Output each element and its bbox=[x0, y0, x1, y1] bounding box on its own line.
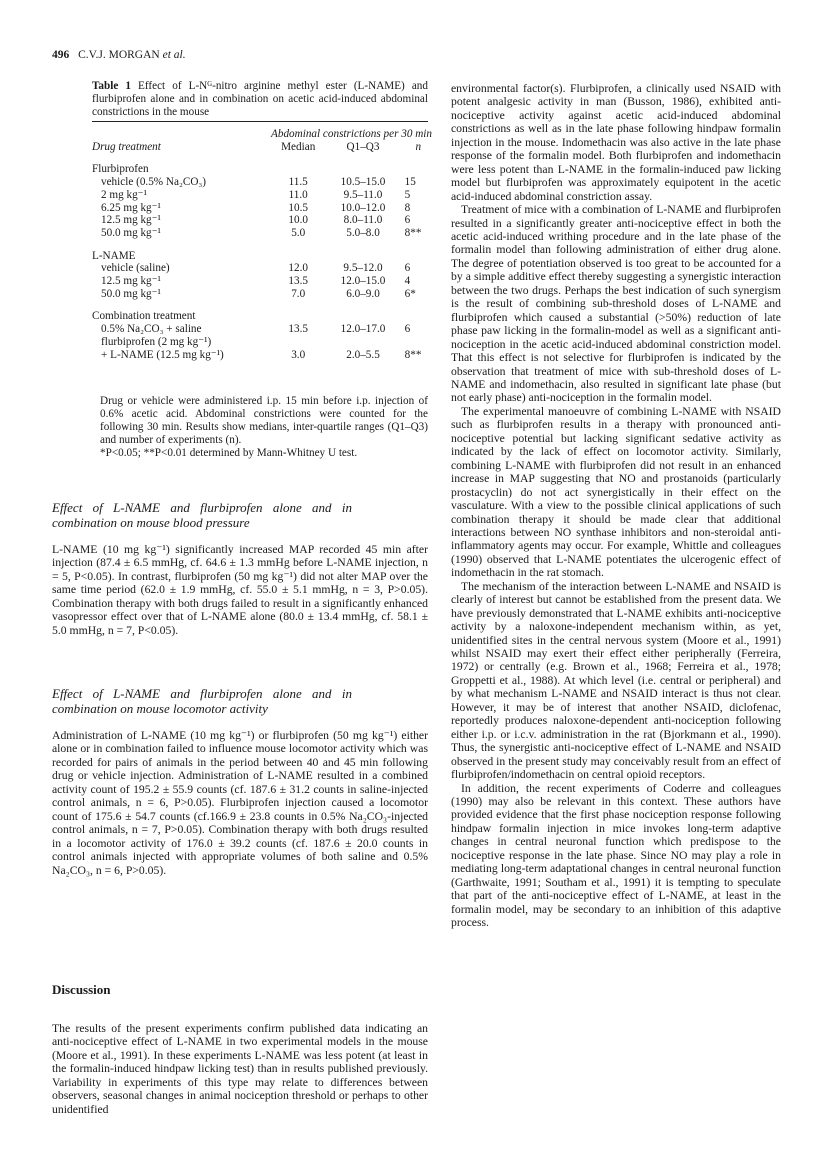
cell-n bbox=[401, 336, 432, 349]
cell-q1q3: 8.0–11.0 bbox=[343, 214, 383, 227]
table-caption bbox=[92, 80, 428, 119]
col-header-n: n bbox=[415, 140, 422, 153]
group-title: L-NAME bbox=[92, 249, 136, 262]
table-group-header-row bbox=[92, 128, 432, 141]
discussion-col-right bbox=[451, 82, 781, 930]
cell-q1q3: 2.0–5.5 bbox=[346, 348, 380, 361]
table-row bbox=[92, 323, 432, 336]
col-header-q1q3: Q1–Q3 bbox=[346, 140, 380, 153]
cell-treatment: 12.5 mg kg⁻¹ bbox=[101, 214, 161, 227]
section-locomotor bbox=[52, 686, 428, 877]
cell-median: 10.0 bbox=[288, 214, 308, 227]
table-footnote: Drug or vehicle were administered i.p. 15 min before i.p. injection of 0.6% acetic acid. Abdominal constrictions were counted for the following 30 min. Results show medians, inter-quartile ranges (Q1–Q3) and number of experiments (n). bbox=[100, 395, 428, 446]
table-notes bbox=[100, 395, 428, 460]
cell-q1q3: 10.0–12.0 bbox=[340, 201, 386, 214]
cell-treatment: 50.0 mg kg⁻¹ bbox=[101, 226, 161, 239]
cell-q1q3: 9.5–12.0 bbox=[343, 262, 383, 275]
cell-q1q3: 12.0–15.0 bbox=[340, 275, 386, 288]
cell-treatment: 6.25 mg kg⁻¹ bbox=[101, 201, 161, 214]
cell-treatment: 50.0 mg kg⁻¹ bbox=[101, 287, 161, 300]
cell-treatment: vehicle (saline) bbox=[101, 262, 170, 275]
results-table bbox=[92, 128, 432, 361]
cell-treatment: + L-NAME (12.5 mg kg⁻¹) bbox=[101, 348, 224, 361]
cell-n: 6 bbox=[404, 262, 411, 275]
authors: C.V.J. MORGAN bbox=[78, 49, 160, 61]
cell-n: 6 bbox=[404, 323, 411, 336]
authors-et-al: et al. bbox=[162, 49, 186, 61]
cell-median: 11.0 bbox=[288, 188, 308, 201]
cell-treatment: 0.5% Na₂CO₃ + saline bbox=[101, 323, 202, 336]
group-title: Combination treatment bbox=[92, 310, 196, 323]
col-header-median: Median bbox=[281, 140, 316, 153]
section-heading: Effect of L-NAME and flurbiprofen alone and in combination on mouse blood pressure bbox=[52, 500, 352, 530]
discussion-col-left bbox=[52, 1022, 428, 1130]
paragraph: environmental factor(s). Flurbiprofen, a clinically used NSAID with potent analgesic activity in man (Busson, 1986), exhibited anti-nociceptive activity against acetic acid-induced abdominal constrictions as well as in the late phase following hindpaw formalin injection in the mouse. Indomethacin was also active in the late phase response of the formalin model. Both flurbiprofen and indomethacin were less potent than L-NAME in the formalin-induced paw licking model but flurbiprofen was approximately equipotent in the acetic acid-induced abdominal constriction assay. bbox=[451, 82, 781, 203]
page-number: 496 bbox=[52, 49, 70, 61]
group-title: Flurbiprofen bbox=[92, 163, 149, 176]
cell-n: 6* bbox=[404, 287, 416, 300]
cell-median: 7.0 bbox=[291, 287, 306, 300]
cell-median bbox=[271, 336, 325, 349]
cell-median: 5.0 bbox=[291, 226, 306, 239]
cell-q1q3: 5.0–8.0 bbox=[346, 226, 380, 239]
table-row bbox=[92, 349, 432, 362]
table-group-row bbox=[92, 300, 432, 323]
cell-n: 8 bbox=[404, 201, 411, 214]
table-row bbox=[92, 262, 432, 275]
paragraph: L-NAME (10 mg kg⁻¹) significantly increased MAP recorded 45 min after injection (87.4 ± 6.5 mmHg, cf. 64.6 ± 1.3 mmHg before L-NAME injection, n = 5, P<0.05). In contrast, flurbiprofen (50 mg kg⁻¹) did not alter MAP over the same time period (62.0 ± 1.9 mmHg, cf. 55.0 ± 5.1 mmHg, n = 3, P>0.05). Combination therapy with both drugs failed to result in a significantly enhanced vasopressor effect over that of L-NAME alone (80.0 ± 13.4 mmHg, cf. 58.1 ± 5.0 mmHg, n = 7, P<0.05). bbox=[52, 543, 428, 637]
cell-n: 8** bbox=[404, 348, 422, 361]
paragraph: The experimental manoeuvre of combining L-NAME with NSAID such as flurbiprofen results in a therapy with pronounced anti-nociceptive potential but lacking significant sedative activity as indicated by the lack of effect on locomotor activity. Similarly, combining L-NAME with flurbiprofen did not result in an enhanced increase in MAP suggesting that NO and prostanoids (particularly prostacyclin) do not act synergistically in their effect on the vasculature. With a view to the possible clinical applications of such combination therapy it should be made clear that additional interactions between NO synthase inhibitors and non-steroidal anti-inflammatory agents may occur. For example, Whittle and colleagues (1990) observed that L-NAME potentiates the ulcerogenic effect of indomethacin in the rat stomach. bbox=[451, 404, 781, 580]
cell-median: 3.0 bbox=[291, 348, 306, 361]
section-blood-pressure bbox=[52, 500, 428, 637]
table-row bbox=[92, 202, 432, 215]
discussion-heading bbox=[52, 983, 428, 997]
table-significance: *P<0.05; **P<0.01 determined by Mann-Whitney U test. bbox=[100, 447, 358, 459]
cell-treatment: flurbiprofen (2 mg kg⁻¹) bbox=[101, 335, 212, 348]
table-row bbox=[92, 275, 432, 288]
table-row bbox=[92, 227, 432, 240]
cell-q1q3: 6.0–9.0 bbox=[346, 287, 380, 300]
cell-treatment: vehicle (0.5% Na₂CO₃) bbox=[101, 176, 207, 189]
table-row bbox=[92, 288, 432, 301]
cell-median: 13.5 bbox=[288, 275, 308, 288]
cell-n: 5 bbox=[404, 188, 411, 201]
cell-median: 13.5 bbox=[288, 323, 308, 336]
cell-q1q3: 9.5–11.0 bbox=[343, 188, 383, 201]
group-header: Abdominal constrictions per 30 min bbox=[271, 128, 432, 140]
paragraph: The results of the present experiments confirm published data indicating an anti-nociceptive effect of L-NAME in two experimental models in the mouse (Moore et al., 1991). In these experiments L-NAME was less potent (at least in the formalin-induced hindpaw licking test) than in results published previously. Variability in experiments of this type may relate to differences between observers, seasonal changes in animal nociception threshold or perhaps to other unidentified bbox=[52, 1022, 428, 1116]
table-row bbox=[92, 176, 432, 189]
paragraph: The mechanism of the interaction between L-NAME and NSAID is clearly of interest but cannot be established from the present data. We have previously demonstrated that L-NAME exhibits anti-nociceptive activity by a naloxone-independent mechanism within, as yet, unidentified sites in the central nervous system (Moore et al., 1991) whilst NSAID may exert their effect either peripherally (Ferreira, 1972) or centrally (e.g. Brown et al., 1968; Ferreira et al., 1978; Groppetti et al., 1988). At which level (i.e. central or peripheral) and by what mechanism L-NAME and NSAID interact is thus not clear. However, it may be of interest that another NSAID, diclofenac, reportedly produces naloxone-dependent anti-nociception following either i.p. or i.c.v. administration in the rat (Bjorkmann et al., 1990). Thus, the synergistic anti-nociceptive effect of L-NAME and NSAID observed in the present study may conceivably result from an effect of flurbiprofen/indomethacin on central opioid receptors. bbox=[451, 579, 781, 782]
cell-q1q3: 10.5–15.0 bbox=[340, 176, 386, 189]
cell-n: 15 bbox=[404, 176, 416, 189]
cell-median: 12.0 bbox=[288, 262, 308, 275]
cell-q1q3 bbox=[325, 336, 400, 349]
table-row bbox=[92, 336, 432, 349]
col-header-drug: Drug treatment bbox=[92, 140, 161, 153]
section-heading: Effect of L-NAME and flurbiprofen alone and in combination on mouse locomotor activity bbox=[52, 686, 352, 716]
table-group-row bbox=[92, 153, 432, 176]
cell-q1q3: 12.0–17.0 bbox=[340, 323, 386, 336]
section-heading: Discussion bbox=[52, 982, 111, 997]
table-header-row bbox=[92, 141, 432, 154]
cell-n: 6 bbox=[404, 214, 411, 227]
table-group-row bbox=[92, 240, 432, 263]
cell-treatment: 2 mg kg⁻¹ bbox=[101, 188, 147, 201]
table-row bbox=[92, 189, 432, 202]
table-label: Table 1 bbox=[92, 80, 131, 92]
cell-treatment: 12.5 mg kg⁻¹ bbox=[101, 275, 161, 288]
paragraph: In addition, the recent experiments of Coderre and colleagues (1990) may also be relevant in this context. These authors have provided evidence that the first phase nociception response following hindpaw formalin injection in mice invokes long-term adaptive changes in central neuronal function which predispose to the nociceptive response in the late phase. Since NO may play a role in mediating long-term adaptational changes in central neuronal function (Garthwaite, 1991; Southam et al., 1991) it is tempting to speculate that part of the anti-nociceptive effect of L-NAME, at least in the formalin model, may be secondary to an inhibition of this adaptive process. bbox=[451, 781, 781, 930]
table-row bbox=[92, 214, 432, 227]
paragraph: Administration of L-NAME (10 mg kg⁻¹) or flurbiprofen (50 mg kg⁻¹) either alone or in combination failed to influence mouse locomotor activity which was recorded for pairs of animals in the period between 40 and 45 min following drug or vehicle injection. Administration of L-NAME resulted in a combined activity count of 195.2 ± 55.9 counts (cf. 187.6 ± 31.2 counts in saline-injected control animals, n = 6, P>0.05). Flurbiprofen injection caused a locomotor count of 175.6 ± 54.7 counts (cf.166.9 ± 23.8 counts in 0.5% Na₂CO₃-injected control animals, n = 7, P>0.05). Combination therapy with both drugs resulted in a locomotor activity of 176.0 ± 39.2 counts (cf. 187.6 ± 20.0 counts in control animals injected with appropriate volumes of both saline and 0.5% Na₂CO₃, n = 6, P>0.05). bbox=[52, 729, 428, 877]
cell-n: 8** bbox=[404, 226, 422, 239]
cell-n: 4 bbox=[404, 275, 411, 288]
table-caption-text: Effect of L-Nᴳ-nitro arginine methyl ester (L-NAME) and flurbiprofen alone and in combination on acetic acid-induced abdominal constrictions in the mouse bbox=[92, 80, 428, 118]
table-top-rule bbox=[92, 121, 428, 122]
paragraph: Treatment of mice with a combination of L-NAME and flurbiprofen resulted in a significantly greater anti-nociceptive effect in both the acetic acid-induced writhing procedure and in the late phase of the formalin model than following administration of either drug alone. The degree of potentiation observed is too great to be accounted for a by a simple additive effect thereby suggesting a synergistic interaction between the two drugs. Perhaps the best indication of such synergism is the result of combining sub-threshold doses of L-NAME and flurbiprofen which caused a substantial (>50%) reduction of late phase paw licking in the formalin-model as well as a significant anti-nociception in the acetic acid-induced abdominal constriction model. That this effect is not selective for flurbiprofen is indicated by the observation that treatment of mice with sub-threshold doses of L-NAME and indomethacin, also resulted in significant late phase (but not early phase) anti-nociception in the formalin model. bbox=[451, 203, 781, 405]
cell-median: 11.5 bbox=[288, 176, 308, 189]
cell-median: 10.5 bbox=[288, 201, 308, 214]
running-header bbox=[52, 49, 186, 62]
